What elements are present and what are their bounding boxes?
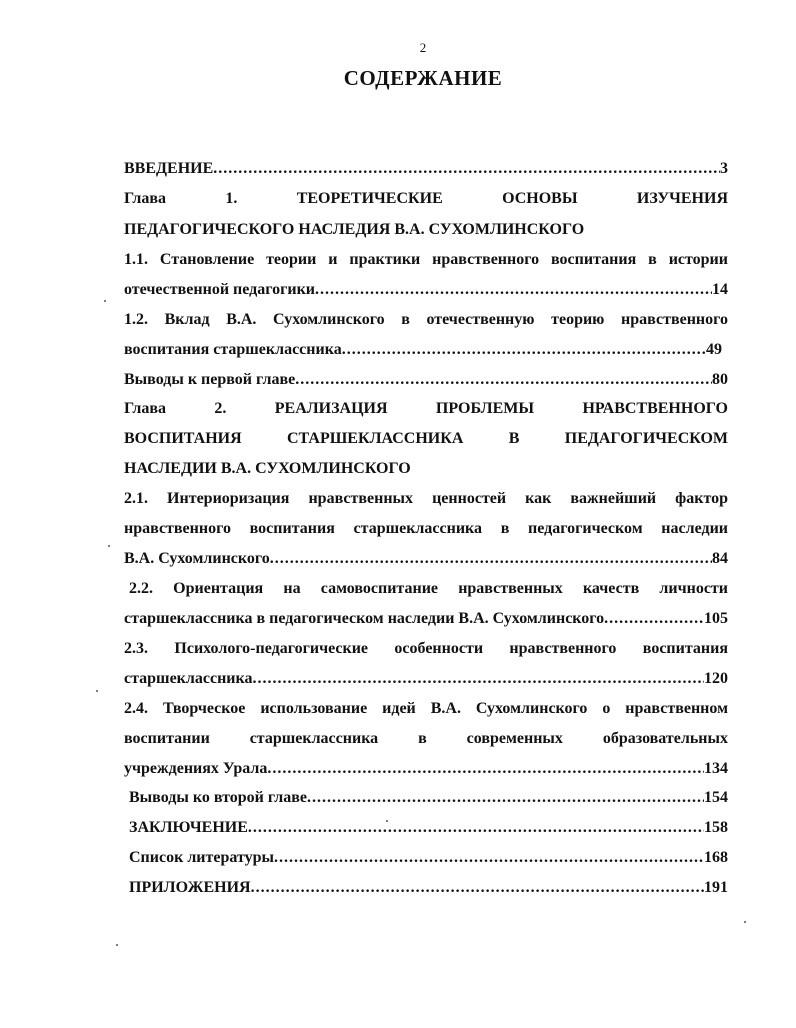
dot-leader xyxy=(213,160,720,178)
toc-entry-label: отечественной педагогики xyxy=(124,281,316,298)
toc-page-number: 3 xyxy=(720,160,728,177)
toc-section-2-3-line-1[interactable]: 2.3. Психолого-педагогические особенности нравственного воспитания xyxy=(124,640,728,657)
toc-section-2-4-line-3[interactable] xyxy=(124,760,728,782)
dot-leader xyxy=(248,819,704,837)
scan-speck xyxy=(96,690,98,692)
toc-section-1-2-line-2[interactable] xyxy=(124,341,722,363)
toc-page-number: 84 xyxy=(712,550,728,567)
toc-entry-appendices[interactable] xyxy=(129,879,728,901)
toc-page-number: 154 xyxy=(704,789,728,806)
page-number: 2 xyxy=(419,40,427,55)
toc-page-number: 158 xyxy=(704,819,728,836)
dot-leader xyxy=(295,371,712,389)
toc-entry-intro[interactable] xyxy=(124,160,728,182)
dot-leader xyxy=(270,550,712,568)
dot-leader xyxy=(252,670,704,688)
toc-entry-label: В.А. Сухомлинского xyxy=(124,550,270,567)
page-title: СОДЕРЖАНИЕ xyxy=(343,66,503,90)
dot-leader xyxy=(267,760,704,778)
toc-page-number: 120 xyxy=(704,670,728,687)
scan-speck xyxy=(116,944,118,946)
toc-chapter-1-line-2[interactable]: ПЕДАГОГИЧЕСКОГО НАСЛЕДИЯ В.А. СУХОМЛИНСКОГО xyxy=(124,221,585,238)
dot-leader xyxy=(251,879,704,897)
scan-speck xyxy=(386,820,388,822)
toc-chapter-2-line-3[interactable]: НАСЛЕДИИ В.А. СУХОМЛИНСКОГО xyxy=(124,460,411,477)
dot-leader xyxy=(307,789,704,807)
toc-section-2-2-line-2[interactable] xyxy=(124,610,728,632)
toc-section-2-1-line-2[interactable]: нравственного воспитания старшеклассника в педагогическом наследии xyxy=(124,520,728,537)
toc-section-1-2-line-1[interactable]: 1.2. Вклад В.А. Сухомлинского в отечественную теорию нравственного xyxy=(124,311,728,328)
toc-page-number: 80 xyxy=(712,371,728,388)
toc-entry-label: Список литературы xyxy=(129,849,274,866)
toc-entry-label: ЗАКЛЮЧЕНИЕ xyxy=(129,819,248,836)
dot-leader xyxy=(604,610,704,628)
scan-speck xyxy=(108,545,110,547)
toc-section-2-3-line-2[interactable] xyxy=(124,670,728,692)
toc-page-number: 49 xyxy=(706,341,722,358)
toc-section-2-1-line-3[interactable] xyxy=(124,550,728,572)
toc-chapter-1-line-1[interactable]: Глава 1. ТЕОРЕТИЧЕСКИЕ ОСНОВЫ ИЗУЧЕНИЯ xyxy=(124,190,728,207)
toc-page-number: 105 xyxy=(704,610,728,627)
scan-speck xyxy=(744,921,746,923)
toc-entry-label: ПРИЛОЖЕНИЯ xyxy=(129,879,251,896)
toc-entry-conclusions-1[interactable] xyxy=(124,371,728,393)
toc-entry-label: воспитания старшеклассника xyxy=(124,341,342,358)
toc-page-number: 134 xyxy=(704,760,728,777)
toc-entry-bibliography[interactable] xyxy=(129,849,728,871)
dot-leader xyxy=(274,849,704,867)
toc-entry-label: Выводы ко второй главе xyxy=(129,789,308,806)
toc-entry-label: ВВЕДЕНИЕ xyxy=(124,160,214,177)
dot-leader xyxy=(342,341,706,359)
toc-entry-label: старшеклассника xyxy=(124,670,253,687)
toc-entry-conclusion[interactable] xyxy=(129,819,728,841)
toc-entry-label: учреждениях Урала xyxy=(124,760,268,777)
toc-section-1-1-line-2[interactable] xyxy=(124,281,728,303)
toc-entry-label: Выводы к первой главе xyxy=(124,371,296,388)
toc-page-number: 14 xyxy=(712,281,728,298)
toc-chapter-2-line-1[interactable]: Глава 2. РЕАЛИЗАЦИЯ ПРОБЛЕМЫ НРАВСТВЕННОГО xyxy=(124,400,728,417)
toc-page-number: 191 xyxy=(704,879,728,896)
toc-section-1-1-line-1[interactable]: 1.1. Становление теории и практики нравственного воспитания в истории xyxy=(124,251,728,268)
toc-section-2-2-line-1[interactable]: 2.2. Ориентация на самовоспитание нравственных качеств личности xyxy=(129,580,728,597)
toc-section-2-1-line-1[interactable]: 2.1. Интериоризация нравственных ценностей как важнейший фактор xyxy=(124,490,728,507)
toc-section-2-4-line-2[interactable]: воспитании старшеклассника в современных образовательных xyxy=(124,730,728,747)
toc-chapter-2-line-2[interactable]: ВОСПИТАНИЯ СТАРШЕКЛАССНИКА В ПЕДАГОГИЧЕСКОМ xyxy=(124,430,728,447)
toc-section-2-4-line-1[interactable]: 2.4. Творческое использование идей В.А. Сухомлинского о нравственном xyxy=(124,700,728,717)
toc-page-number: 168 xyxy=(704,849,728,866)
toc-entry-conclusions-2[interactable] xyxy=(129,789,728,811)
dot-leader xyxy=(315,281,712,299)
scan-speck xyxy=(104,300,106,302)
toc-entry-label: старшеклассника в педагогическом наследии В.А. Сухомлинского xyxy=(124,610,605,627)
